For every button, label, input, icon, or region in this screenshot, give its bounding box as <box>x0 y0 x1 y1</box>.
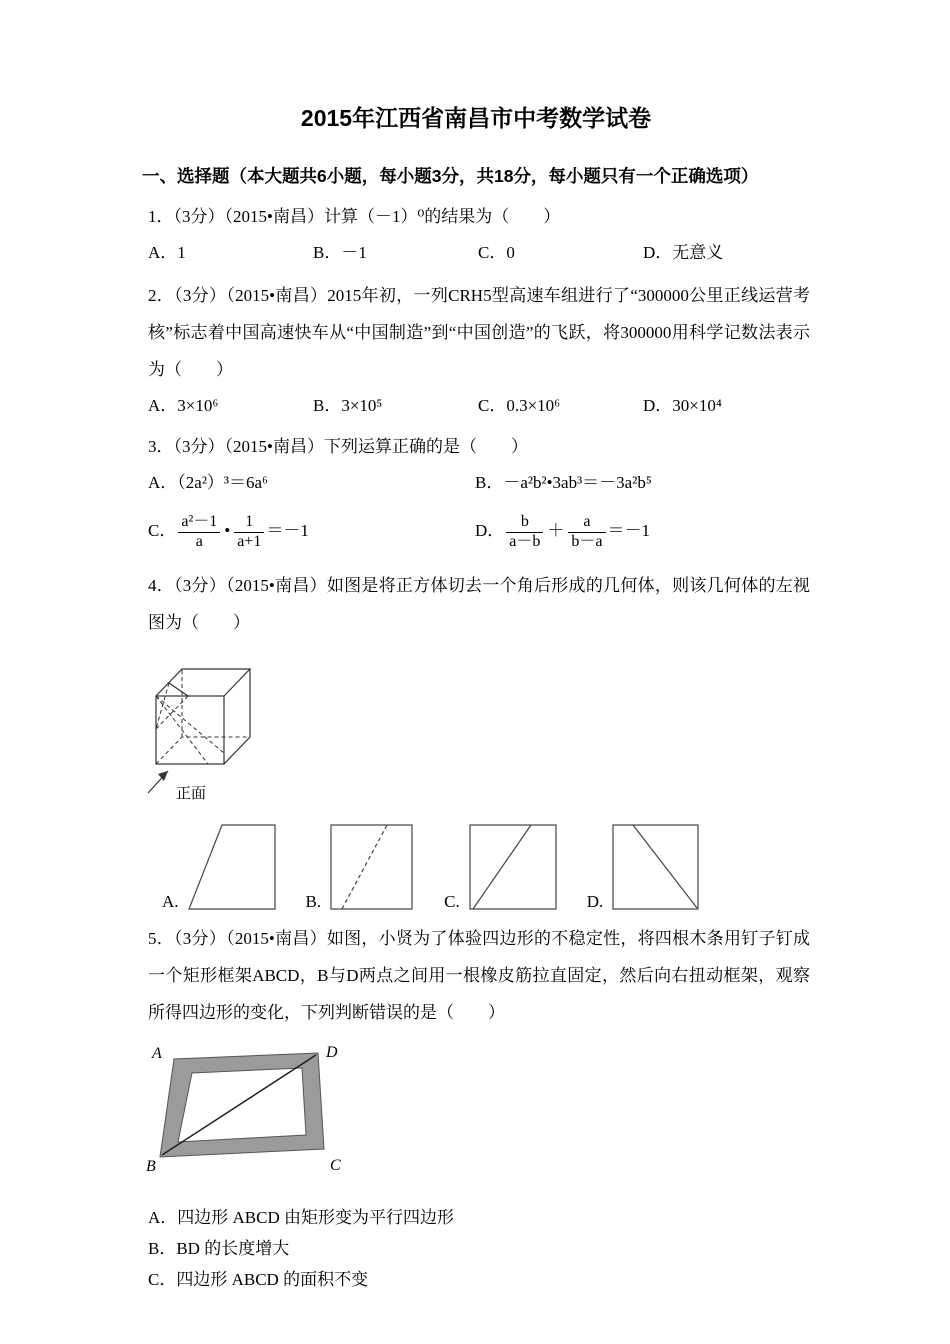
fraction-numerator: a²－1 <box>178 513 220 532</box>
q4-figure-c-label: C. <box>444 892 460 911</box>
fraction-numerator: 1 <box>234 513 264 532</box>
fraction-denominator: a <box>195 532 203 550</box>
cube-front-label: 正面 <box>176 786 207 802</box>
q5-stem: 5．（3分）（2015•南昌）如图，小贤为了体验四边形的不稳定性，将四根木条用钉子钉成一个矩形框架ABCD，B与D两点之间用一根橡皮筋拉直固定，然后向右扭动框架，观察所得四边形的变化，下列判断错误的是（ ） <box>148 929 810 1022</box>
q2-stem: 2．（3分）（2015•南昌）2015年初，一列CRH5型高速车组进行了“300000公里正线运营考核”标志着中国高速快车从“中国制造”到“中国创造”的飞跃，将300000用科学记数法表示为（ ） <box>148 286 810 379</box>
question-2 <box>142 277 810 424</box>
q4-cube-figure-wrap <box>146 651 810 808</box>
q3-option-c <box>148 501 475 561</box>
q4-figure-d <box>612 824 699 910</box>
q3-option-b: B．－a²b²•3ab³＝－3a²b⁵ <box>475 473 652 492</box>
question-3 <box>142 428 810 561</box>
fraction-denominator: a+1 <box>237 532 262 550</box>
fraction <box>178 513 220 551</box>
q3-option-a: A．（2a²）³＝6a⁶ <box>148 473 268 492</box>
q2-options <box>142 388 810 424</box>
operator: ＋ <box>547 521 565 540</box>
q5-option-b: B．BD 的长度增大 <box>148 1239 290 1258</box>
q1-option-c: C．0 <box>478 243 515 262</box>
q4-figure-a-group <box>162 824 276 910</box>
fraction-denominator: a－b <box>509 532 541 550</box>
q5-frame-figure <box>142 1043 354 1181</box>
q3-options-row1 <box>142 465 810 501</box>
fraction <box>234 513 264 551</box>
q4-answer-figures <box>162 824 810 910</box>
q4-figure-b-group <box>306 824 415 910</box>
question-1 <box>142 198 810 271</box>
q4-figure-b <box>330 824 414 910</box>
q4-stem: 4．（3分）（2015•南昌）如图是将正方体切去一个角后形成的几何体，则该几何体的左视图为（ ） <box>148 576 810 632</box>
q5-option-a: A．四边形 ABCD 由矩形变为平行四边形 <box>148 1208 455 1227</box>
q4-figure-c <box>469 824 557 910</box>
fraction-denominator: b－a <box>571 532 603 550</box>
q2-option-b: B．3×10⁵ <box>313 396 383 415</box>
q5-options <box>142 1202 810 1295</box>
q1-stem: 1．（3分）（2015•南昌）计算（－1）⁰的结果为（ ） <box>148 207 561 226</box>
q4-figure-b-label: B. <box>305 892 322 911</box>
q4-figure-a-label: A. <box>162 892 179 911</box>
q4-figure-a <box>188 824 276 910</box>
q2-option-c: C．0.3×10⁶ <box>478 396 561 415</box>
q3-options-row2 <box>142 501 810 561</box>
q1-option-d: D．无意义 <box>643 243 724 262</box>
q2-option-d: D．30×10⁴ <box>643 396 722 415</box>
q1-options <box>142 235 810 271</box>
vertex-label-a: A <box>152 1045 162 1062</box>
vertex-label-b: B <box>146 1158 156 1175</box>
page-title: 2015年江西省南昌市中考数学试卷 <box>300 105 652 131</box>
q4-figure-d-label: D. <box>586 892 604 911</box>
question-4 <box>142 567 810 910</box>
q3-option-c-label: C． <box>148 521 177 540</box>
q5-option-c: C．四边形 ABCD 的面积不变 <box>148 1270 369 1289</box>
q4-figure-d-group <box>587 824 700 910</box>
q3-stem: 3．（3分）（2015•南昌）下列运算正确的是（ ） <box>148 437 528 456</box>
q2-option-a: A．3×10⁶ <box>148 396 219 415</box>
vertex-label-d: D <box>326 1044 338 1061</box>
q4-figure-c-group <box>444 824 557 910</box>
vertex-label-c: C <box>330 1157 341 1174</box>
fraction-numerator: a <box>568 513 605 532</box>
fraction-numerator: b <box>506 513 543 532</box>
fraction <box>568 513 605 551</box>
q1-option-b: B．－1 <box>313 243 367 262</box>
question-5 <box>142 920 810 1295</box>
q5-figure-wrap <box>142 1043 810 1186</box>
frame-inner <box>178 1068 306 1142</box>
operator: • <box>224 521 231 540</box>
q1-option-a: A．1 <box>148 243 186 262</box>
q3-option-d <box>475 501 650 561</box>
q3-option-d-tail: ＝－1 <box>607 521 650 540</box>
q3-option-d-label: D． <box>475 521 505 540</box>
section-heading: 一、选择题（本大题共6小题，每小题3分，共18分，每小题只有一个正确选项） <box>142 166 759 186</box>
cube-figure <box>146 651 316 803</box>
q3-option-c-tail: ＝－1 <box>266 521 309 540</box>
fraction <box>506 513 543 551</box>
